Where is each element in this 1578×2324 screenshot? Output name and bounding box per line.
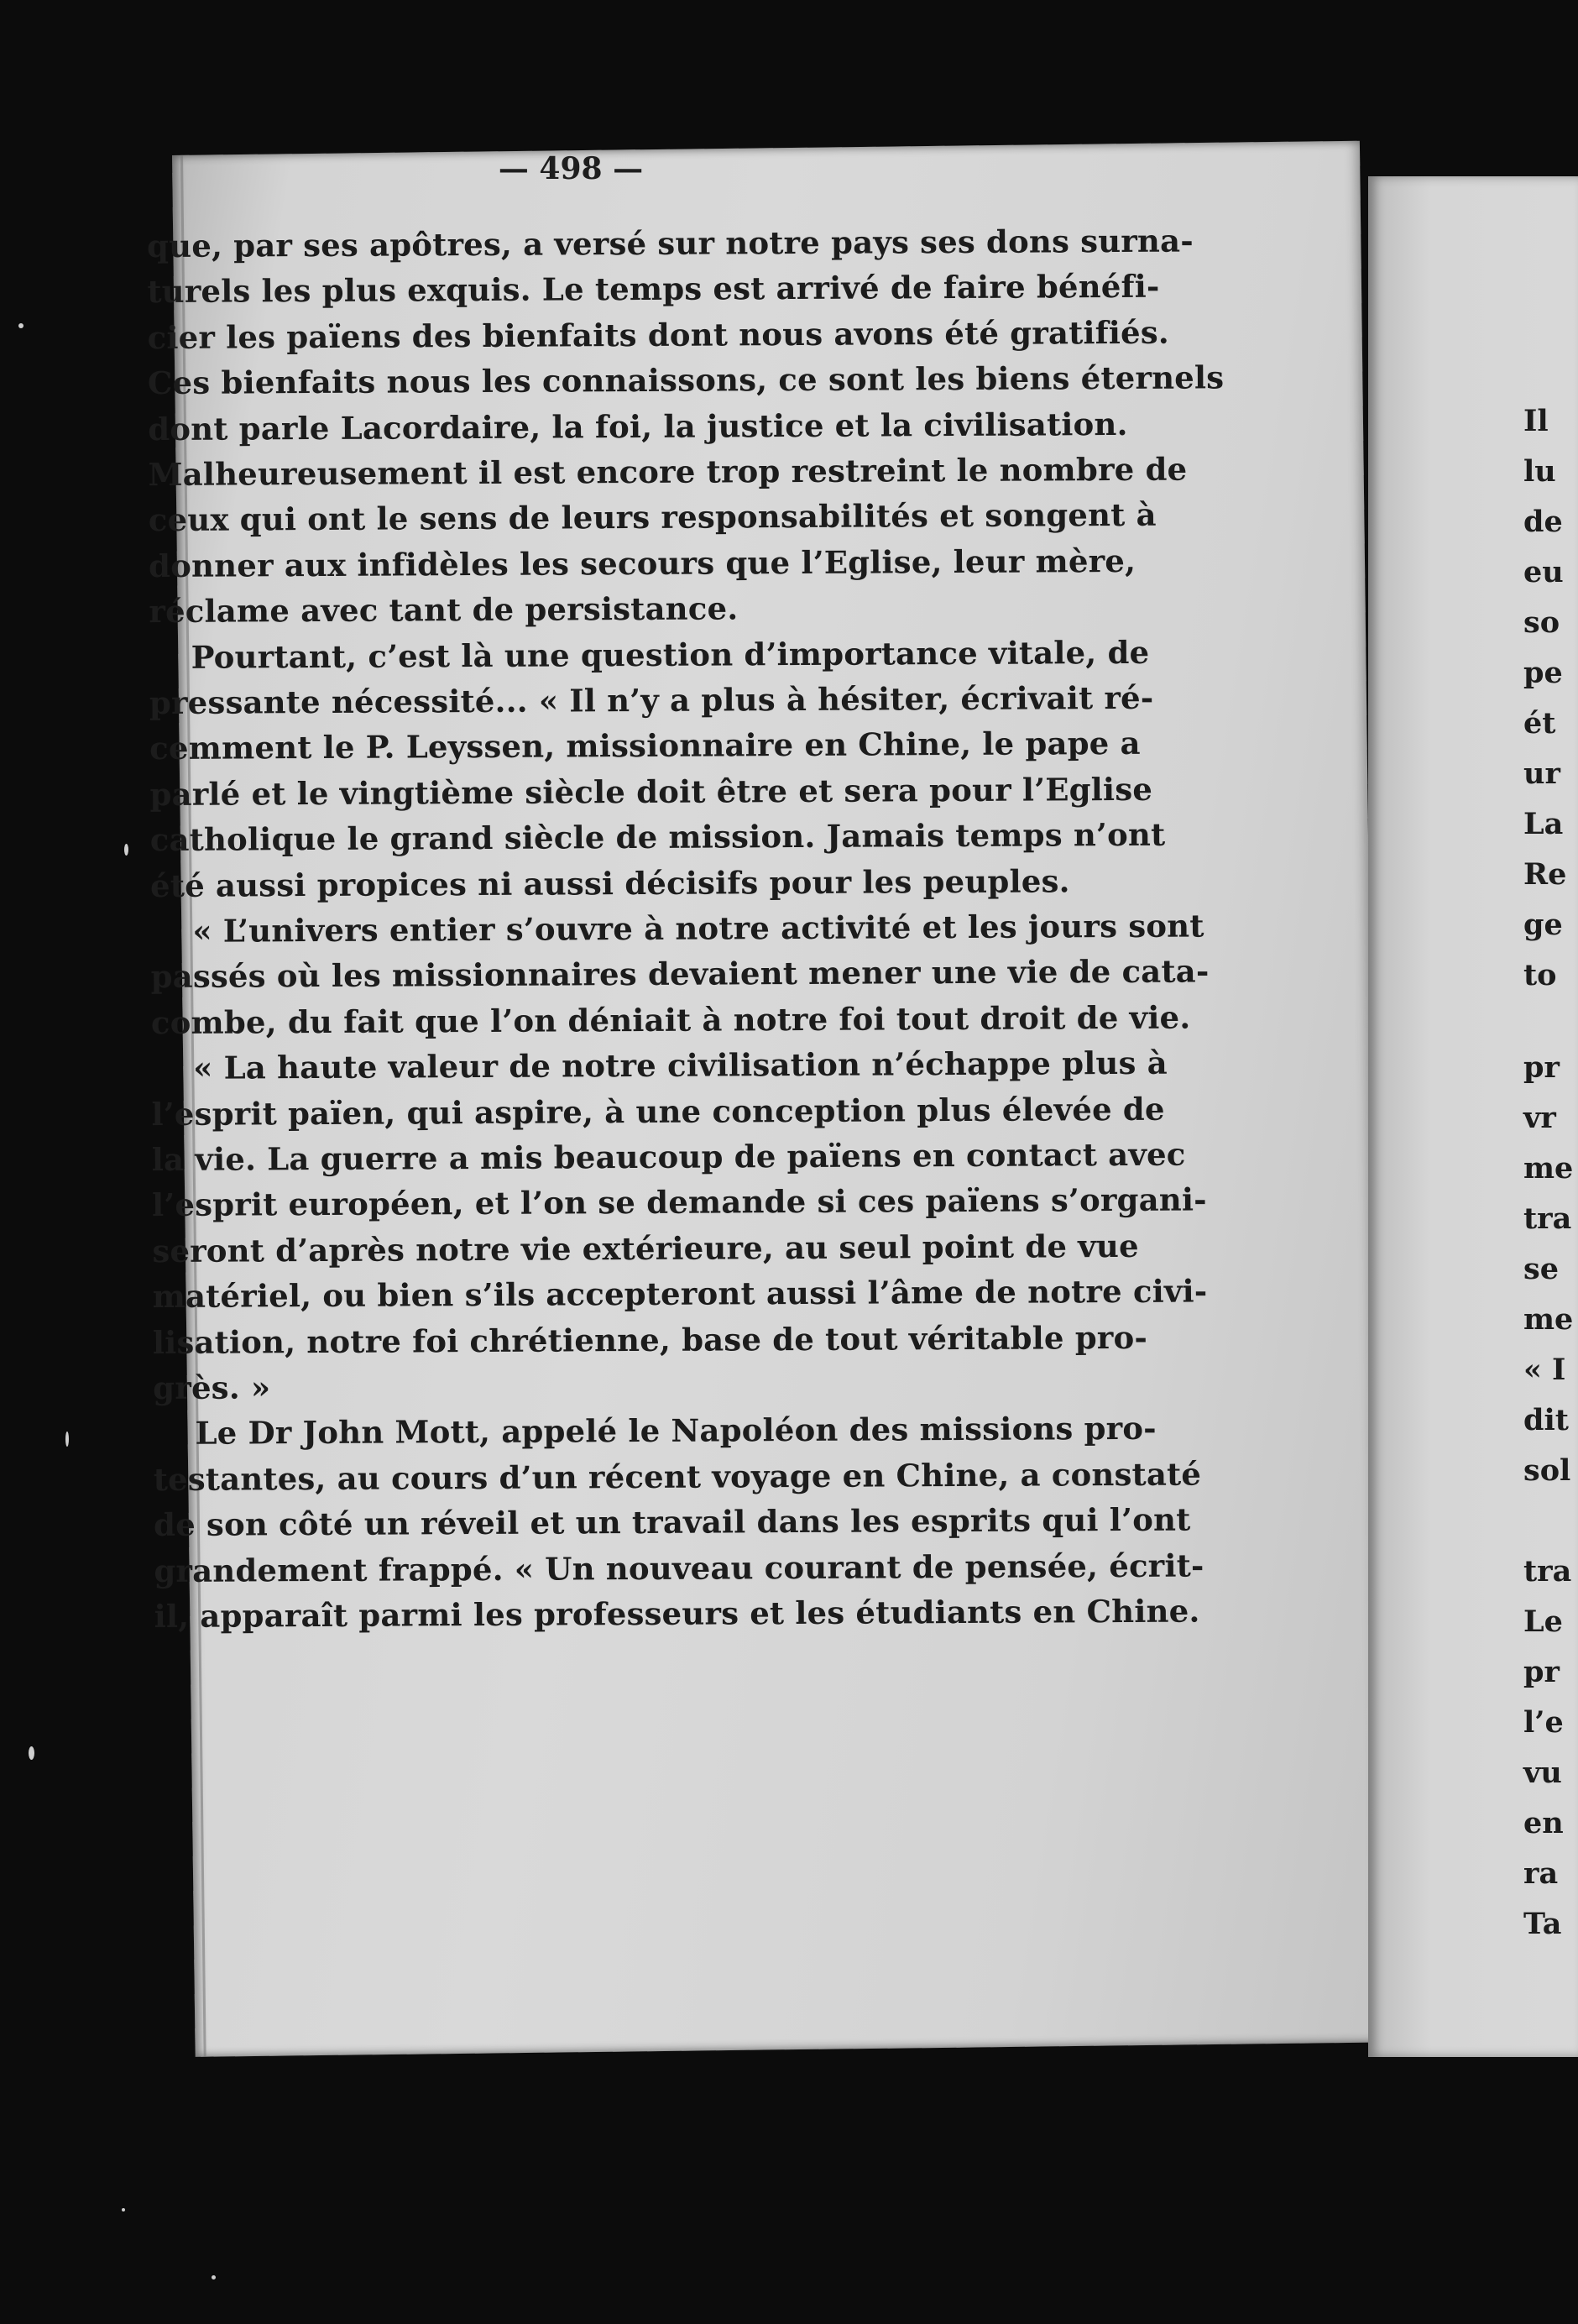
- text-line: l’esprit européen, et l’on se demande si ces païens s’organi-: [151, 1180, 1207, 1224]
- next-page-fragment: Ta: [1523, 1907, 1562, 1941]
- text-line: « La haute valeur de notre civilisation n’échappe plus à: [193, 1044, 1168, 1086]
- next-page-fragment: Re: [1523, 857, 1567, 892]
- next-page-fragment: pr: [1523, 1655, 1560, 1689]
- scan-speck: [65, 1432, 69, 1447]
- text-line: passés où les missionnaires devaient mener une vie de cata-: [150, 952, 1210, 996]
- text-line: parlé et le vingtième siècle doit être et sera pour l’Eglise: [149, 770, 1153, 813]
- text-line: l’esprit païen, qui aspire, à une conception plus élevée de: [151, 1090, 1165, 1133]
- text-line: turels les plus exquis. Le temps est arrivé de faire bénéfi-: [147, 268, 1160, 311]
- text-line: que, par ses apôtres, a versé sur notre pays ses dons surna-: [146, 222, 1194, 265]
- text-line: ceux qui ont le sens de leurs responsabilités et songent à: [148, 496, 1157, 539]
- scan-speck: [124, 844, 128, 856]
- next-page-fragment: so: [1523, 605, 1560, 640]
- next-page-fragment: tra: [1523, 1554, 1572, 1589]
- next-page-fragment: ur: [1523, 756, 1560, 791]
- next-page-fragment: de: [1523, 505, 1563, 539]
- text-line: grès. »: [153, 1369, 271, 1407]
- next-page-fragment: vr: [1523, 1101, 1556, 1135]
- text-line: seront d’après notre vie extérieure, au seul point de vue: [152, 1227, 1139, 1269]
- next-page-fragment: eu: [1523, 555, 1564, 589]
- next-page-fragment: Il: [1523, 404, 1549, 438]
- text-line: été aussi propices ni aussi décisifs pour les peuples.: [149, 861, 1070, 904]
- text-line: cier les païens des bienfaits dont nous avons été gratifiés.: [147, 313, 1170, 356]
- page-number: — 498 —: [498, 151, 644, 186]
- scan-speck: [212, 2275, 216, 2280]
- text-line: réclame avec tant de persistance.: [149, 589, 739, 631]
- scan-speck: [18, 323, 24, 328]
- text-line: donner aux infidèles les secours que l’Eglise, leur mère,: [148, 542, 1136, 584]
- text-line: pressante nécessité... « Il n’y a plus à hésiter, écrivait ré-: [149, 678, 1154, 722]
- text-line: Pourtant, c’est là une question d’importance vitale, de: [191, 633, 1150, 676]
- text-line: testantes, au cours d’un récent voyage en Chine, a constaté: [153, 1455, 1202, 1498]
- next-page-fragment: vu: [1523, 1756, 1562, 1790]
- text-line: combe, du fait que l’on déniait à notre foi tout droit de vie.: [150, 998, 1191, 1041]
- next-page-fragment: « I: [1523, 1353, 1566, 1387]
- text-line: la vie. La guerre a mis beaucoup de païens en contact avec: [151, 1135, 1186, 1179]
- next-page-fragment: Le: [1523, 1604, 1563, 1639]
- next-page-fragment: pr: [1523, 1050, 1560, 1085]
- next-page-fragment: ét: [1523, 706, 1556, 741]
- text-line: il, apparaît parmi les professeurs et les étudiants en Chine.: [154, 1592, 1200, 1636]
- text-line: « L’univers entier s’ouvre à notre activité et les jours sont: [192, 907, 1204, 950]
- next-page-fragment: me: [1523, 1302, 1574, 1337]
- next-page-fragment: en: [1523, 1806, 1564, 1840]
- text-line: catholique le grand siècle de mission. Jamais temps n’ont: [149, 815, 1166, 859]
- text-line: Le Dr John Mott, appelé le Napoléon des missions pro-: [195, 1410, 1157, 1452]
- next-page-fragment: se: [1523, 1252, 1559, 1286]
- next-page-fragment: ge: [1523, 908, 1563, 942]
- text-line: cemment le P. Leyssen, missionnaire en Chine, le pape a: [149, 725, 1141, 767]
- text-line: de son côté un réveil et un travail dans les esprits qui l’ont: [153, 1500, 1191, 1544]
- next-page-fragment: lu: [1523, 454, 1556, 489]
- text-line: lisation, notre foi chrétienne, base de tout véritable pro-: [152, 1318, 1148, 1361]
- text-line: Malheureusement il est encore trop restreint le nombre de: [148, 450, 1188, 494]
- next-page-fragment: tra: [1523, 1201, 1572, 1236]
- next-page-fragment: to: [1523, 958, 1557, 992]
- next-page-fragment: sol: [1523, 1453, 1571, 1488]
- next-page-fragment: ra: [1523, 1856, 1559, 1891]
- text-line: dont parle Lacordaire, la foi, la justice et la civilisation.: [148, 405, 1128, 448]
- next-page-fragment: La: [1523, 807, 1564, 841]
- next-page-fragment: pe: [1523, 656, 1563, 690]
- next-page-fragment: dit: [1523, 1403, 1569, 1437]
- scan-speck: [122, 2208, 125, 2211]
- scan-speck: [29, 1746, 34, 1760]
- text-line: Ces bienfaits nous les connaissons, ce sont les biens éternels: [147, 359, 1225, 402]
- text-line: matériel, ou bien s’ils accepteront aussi l’âme de notre civi-: [152, 1272, 1208, 1316]
- next-page-fragment: l’e: [1523, 1705, 1564, 1740]
- text-line: grandement frappé. « Un nouveau courant de pensée, écrit-: [154, 1547, 1204, 1589]
- next-page-fragment: me: [1523, 1151, 1574, 1186]
